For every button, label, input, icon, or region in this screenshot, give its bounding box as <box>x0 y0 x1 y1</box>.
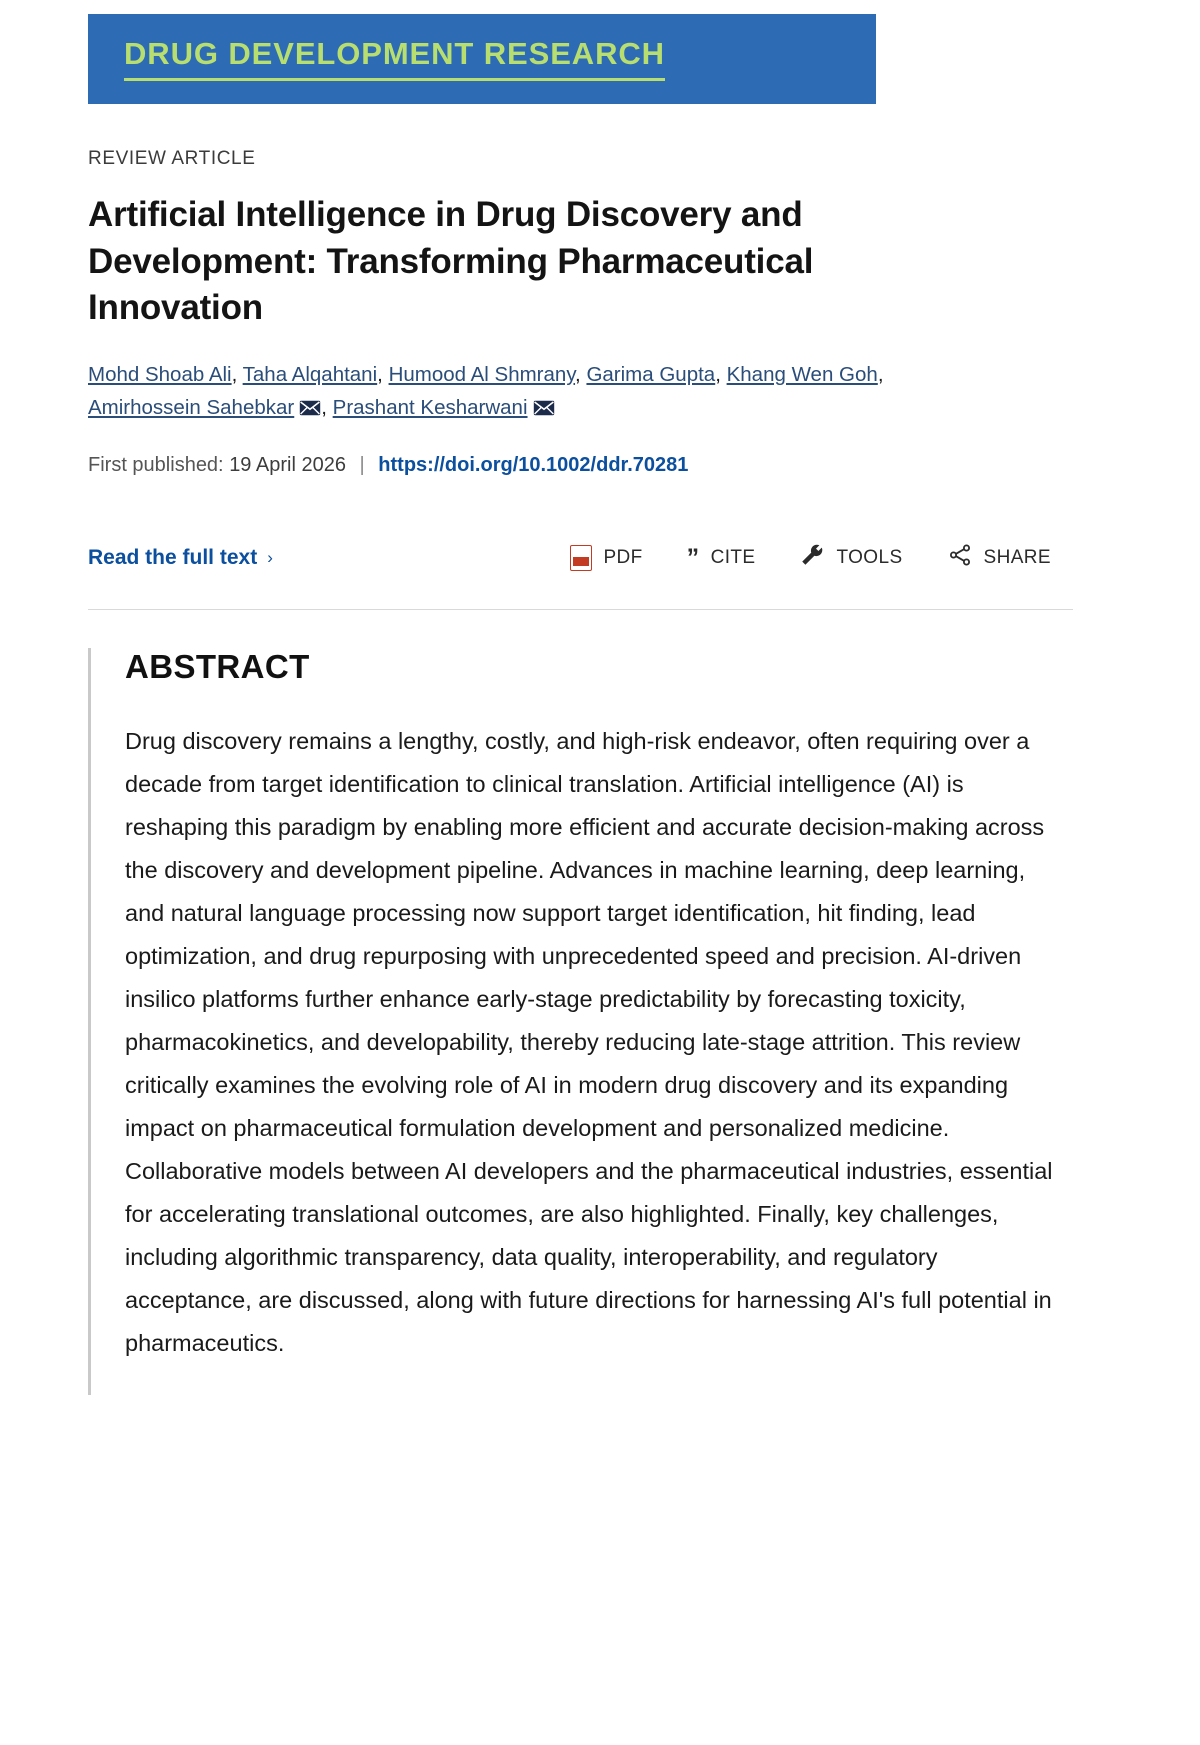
article-type-label: REVIEW ARTICLE <box>88 148 256 169</box>
share-icon <box>947 543 973 573</box>
first-published-date: 19 April 2026 <box>229 454 346 477</box>
meta-separator: | <box>359 454 365 477</box>
abstract-heading: ABSTRACT <box>125 648 310 686</box>
corresponding-author-envelope-icon[interactable] <box>533 393 555 426</box>
author-link[interactable]: Humood Al Shmrany <box>388 362 576 386</box>
author-separator: , <box>377 362 389 386</box>
tools-label: TOOLS <box>836 547 903 569</box>
wrench-icon <box>799 542 825 574</box>
author-link[interactable]: Prashant Kesharwani <box>332 395 528 419</box>
cite-label: CITE <box>710 547 756 569</box>
author-separator: , <box>575 362 587 386</box>
doi-link[interactable]: https://doi.org/10.1002/ddr.70281 <box>378 454 689 477</box>
page-title: Artificial Intelligence in Drug Discovery and Development: Transforming Pharmaceutical Innovation <box>88 195 814 328</box>
cite-button[interactable] <box>686 544 756 573</box>
author-link[interactable]: Amirhossein Sahebkar <box>88 395 295 419</box>
first-published-label: First published: <box>88 454 224 477</box>
tools-button[interactable] <box>799 542 902 574</box>
author-separator: , <box>877 362 884 386</box>
read-full-text-link[interactable] <box>88 546 273 570</box>
share-button[interactable] <box>947 543 1051 573</box>
publication-info <box>88 454 1088 477</box>
quote-icon: ” <box>686 544 700 573</box>
abstract-section <box>88 648 1078 1395</box>
author-link[interactable]: Garima Gupta <box>586 362 716 386</box>
author-list <box>88 358 978 426</box>
author-separator: , <box>321 395 333 419</box>
share-label: SHARE <box>983 547 1051 569</box>
article-page <box>0 14 1200 1395</box>
pdf-label: PDF <box>603 547 643 569</box>
corresponding-author-envelope-icon[interactable] <box>299 393 321 426</box>
journal-banner <box>88 14 876 104</box>
read-full-text-label: Read the full text <box>88 546 258 570</box>
author-link[interactable]: Mohd Shoab Ali <box>88 362 232 386</box>
pdf-button[interactable] <box>570 545 642 571</box>
tool-buttons <box>570 542 1073 574</box>
journal-title: DRUG DEVELOPMENT RESEARCH <box>124 37 665 80</box>
article-header <box>88 148 1088 610</box>
author-separator: , <box>715 362 727 386</box>
abstract-text: Drug discovery remains a lengthy, costly, and high-risk endeavor, often requiring over a decade from target identification to clinical translation. Artificial intelligence (AI) is reshaping this paradigm by enabling more efficient and accurate decision-making across the discovery and development pipeline. Advances in machine learning, deep learning, and natural language processing now support target identification, hit finding, lead optimization, and drug repurposing with unprecedented speed and precision. AI-driven insilico platforms further enhance early-stage predictability by forecasting toxicity, pharmacokinetics, and developability, thereby reducing late-stage attrition. This review critically examines the evolving role of AI in modern drug discovery and its expanding impact on pharmaceutical formulation development and personalized medicine. Collaborative models between AI developers and the pharmaceutical industries, essential for accelerating translational outcomes, are also highlighted. Finally, key challenges, including algorithmic transparency, data quality, interoperability, and regulatory acceptance, are discussed, along with future directions for harnessing AI's full potential in pharmaceutics. <box>125 728 1053 1357</box>
article-action-bar <box>88 529 1073 610</box>
author-link[interactable]: Khang Wen Goh <box>726 362 878 386</box>
author-separator: , <box>231 362 243 386</box>
pdf-icon <box>570 545 592 571</box>
chevron-right-icon: › <box>267 548 273 568</box>
author-link[interactable]: Taha Alqahtani <box>242 362 378 386</box>
